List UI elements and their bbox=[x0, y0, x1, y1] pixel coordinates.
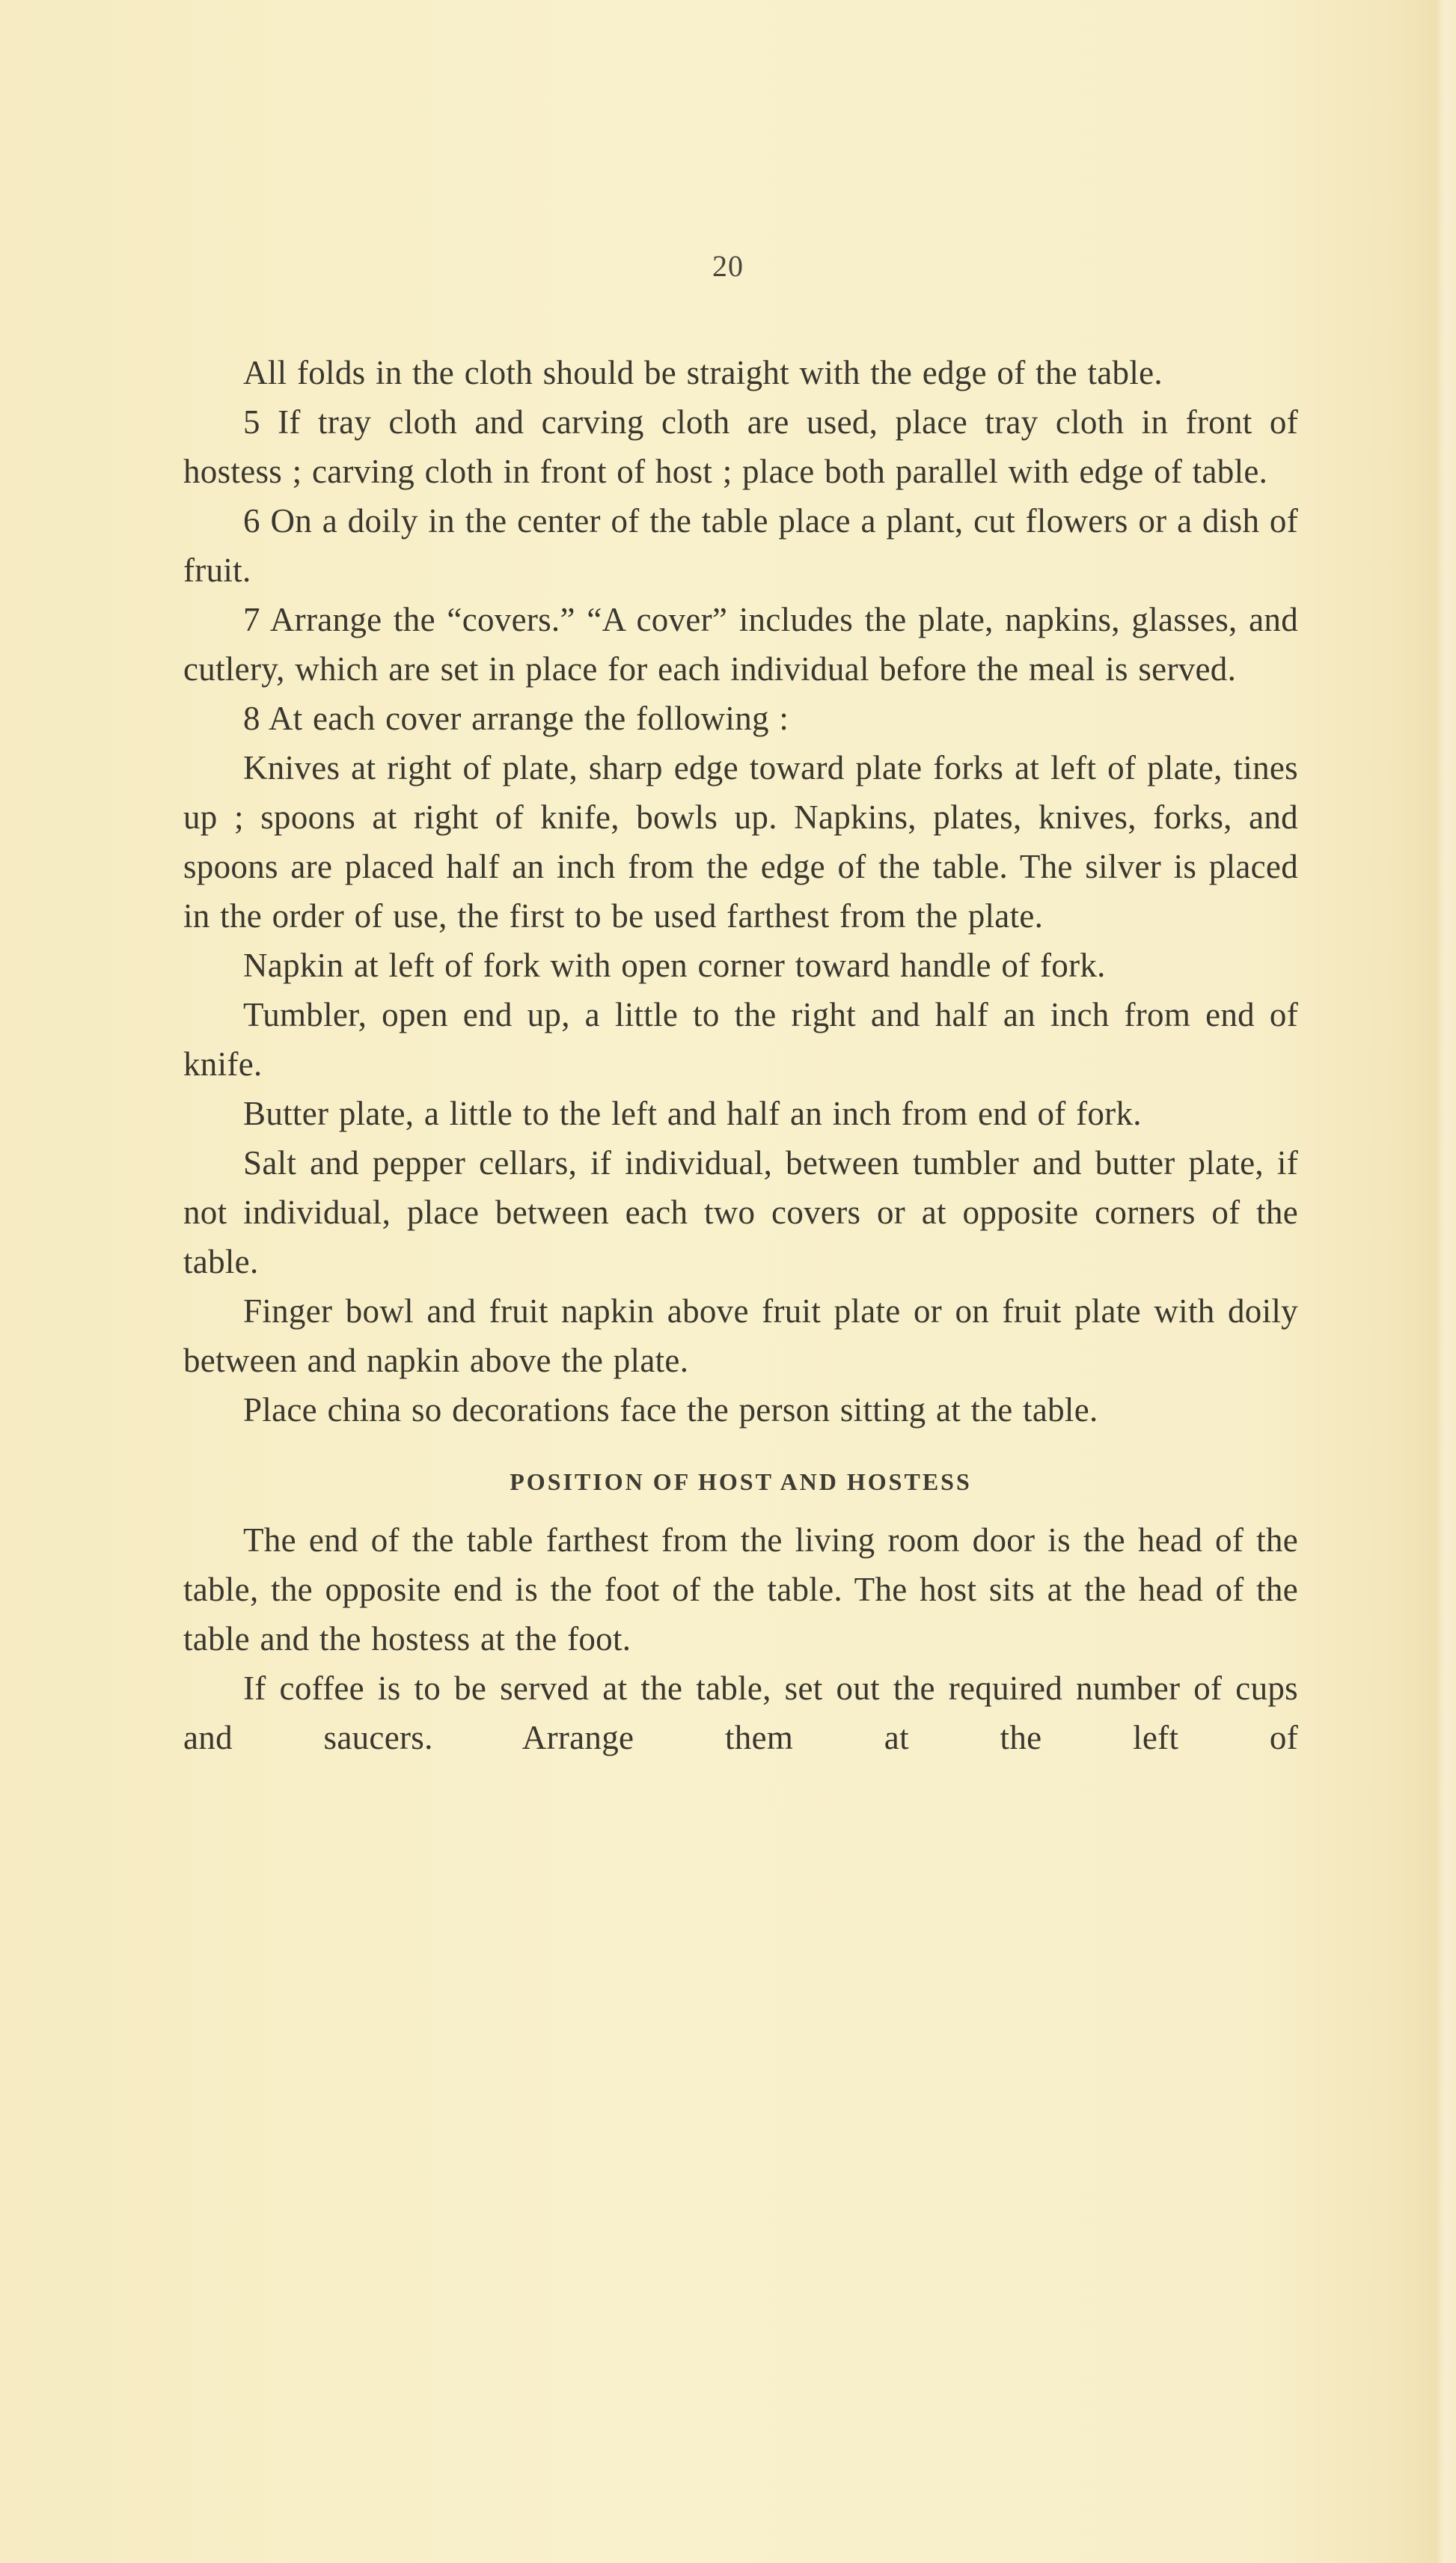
body-text bbox=[183, 348, 1298, 1762]
paragraph-item-8-arrange: 8 At each cover arrange the following : bbox=[243, 700, 789, 737]
paragraph-coffee: If coffee is to be served at the table, set out the required number of cups and saucers. Arrange them at the left of bbox=[183, 1670, 1298, 1756]
paragraph-knives-forks: Knives at right of plate, sharp edge toward plate forks at left of plate, tines up ; spoons at right of knife, bowls up. Napkins, plates, knives, forks, and spoons are placed half an inch from the edge of the table. The silver is placed in the order of use, the first to be used farthest from the plate. bbox=[183, 749, 1298, 935]
paragraph-cloth-folds: All folds in the cloth should be straight with the edge of the table. bbox=[243, 354, 1163, 391]
paragraph-item-7-covers: 7 Arrange the “covers.” “A cover” includes the plate, napkins, glasses, and cutlery, which are set in place for each individual before the meal is served. bbox=[183, 601, 1298, 688]
paragraph-napkin: Napkin at left of fork with open corner toward handle of fork. bbox=[243, 947, 1106, 984]
paragraph-finger-bowl: Finger bowl and fruit napkin above fruit plate or on fruit plate with doily between and napkin above the plate. bbox=[183, 1292, 1298, 1379]
paragraph-item-5-tray-cloth: 5 If tray cloth and carving cloth are used, place tray cloth in front of hostess ; carving cloth in front of host ; place both parallel with edge of table. bbox=[183, 403, 1298, 490]
paragraph-item-6-doily: 6 On a doily in the center of the table place a plant, cut flowers or a dish of fruit. bbox=[183, 502, 1298, 589]
page-number: 20 bbox=[712, 249, 744, 283]
paragraph-tumbler: Tumbler, open end up, a little to the right and half an inch from end of knife. bbox=[183, 996, 1298, 1083]
paragraph-head-of-table: The end of the table farthest from the living room door is the head of the table, the opposite end is the foot of the table. The host sits at the head of the table and the hostess at the foot. bbox=[183, 1521, 1298, 1658]
paragraph-salt-pepper: Salt and pepper cellars, if individual, between tumbler and butter plate, if not individual, place between each two covers or at opposite corners of the table. bbox=[183, 1144, 1298, 1280]
section-heading: POSITION OF HOST AND HOSTESS bbox=[510, 1468, 972, 1495]
paragraph-butter-plate: Butter plate, a little to the left and half an inch from end of fork. bbox=[243, 1095, 1142, 1132]
paragraph-china: Place china so decorations face the person sitting at the table. bbox=[243, 1391, 1098, 1429]
